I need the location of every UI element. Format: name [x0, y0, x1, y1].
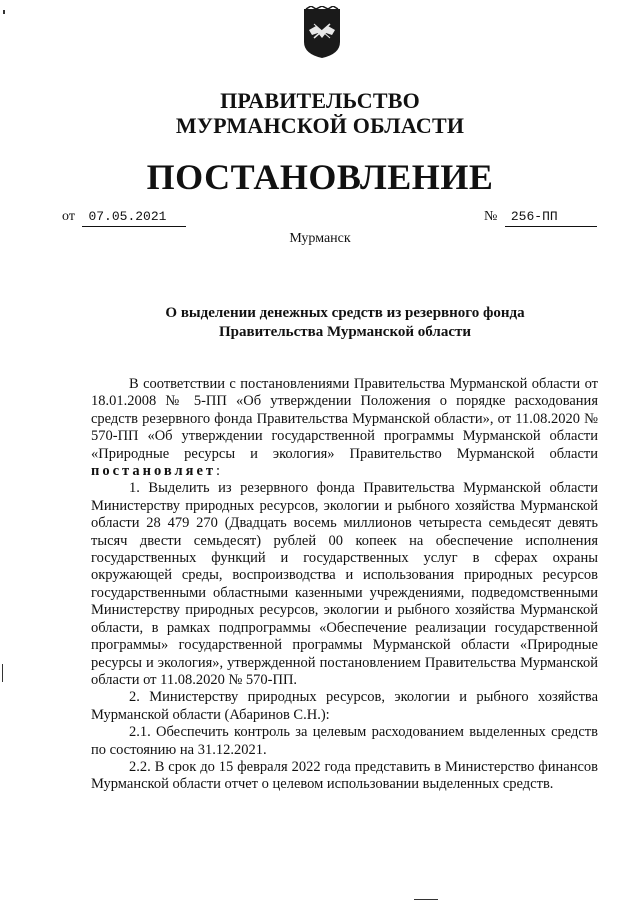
decree-word: постановляет [91, 463, 217, 480]
document-body [91, 376, 598, 794]
scan-mark [3, 10, 5, 14]
number-prefix: № [484, 209, 498, 224]
paragraph-2-1: 2.1. Обеспечить контроль за целевым расходованием выделенных средств по состоянию на 31.12.2021. [91, 724, 598, 758]
preamble-text: В соответствии с постановлениями Правительства Мурманской области от 18.01.2008 № 5-ПП «Об утверждении Положения о порядке расходования средств резервного фонда Правительства Мурманской области», от 11.08.2020 № 570-ПП «Об утверждении государственной программы Мурманской области «Природные ресурсы и экология» Правительство Мурманской области [91, 376, 598, 462]
paragraph-1: 1. Выделить из резервного фонда Правительства Мурманской области Министерству природных ресурсов, экологии и рыбного хозяйства Мурманской области 28 479 270 (Двадцать восемь миллионов четыреста семьдесят девять тысяч двести семьдесят) рублей 00 копеек на обеспечение исполнения государственных функций и государственных услуг в сферах охраны окружающей среды, воспроизводства и использования природных ресурсов государственными областными казенными учреждениями, подведомственными Министерству природных ресурсов, экологии и рыбного хозяйства Мурманской области, в рамках подпрограммы «Обеспечение реализации государственной программы» государственной программы Мурманской области «Природные ресурсы и экология», утвержденной постановлением Правительства Мурманской области от 11.08.2020 № 570-ПП. [91, 480, 598, 688]
paragraph-2-2: 2.2. В срок до 15 февраля 2022 года представить в Министерство финансов Мурманской области отчет о целевом использовании выделенных средств. [91, 758, 598, 793]
coat-of-arms-icon [300, 6, 344, 60]
subject-line1: О выделении денежных средств из резервного фонда [165, 305, 525, 321]
preamble-paragraph [91, 376, 598, 480]
city: Мурманск [289, 231, 351, 246]
date-block [62, 208, 186, 227]
paragraph-2: 2. Министерству природных ресурсов, экологии и рыбного хозяйства Мурманской области (Абаринов С.Н.): [91, 689, 598, 723]
decree-colon: : [216, 463, 221, 480]
subject-line2: Правительства Мурманской области [218, 324, 472, 340]
scan-mark [2, 664, 3, 682]
document-type: ПОСТАНОВЛЕНИЕ [146, 157, 494, 197]
org-name-line1: ПРАВИТЕЛЬСТВО [220, 88, 420, 113]
document-subject [100, 304, 590, 342]
document-date: 07.05.2021 [82, 208, 186, 227]
org-name-line2: МУРМАНСКОЙ ОБЛАСТИ [175, 113, 465, 138]
date-prefix: от [62, 209, 75, 224]
scan-mark [414, 899, 438, 900]
document-number: 256-ПП [505, 208, 597, 227]
number-block [484, 208, 597, 227]
